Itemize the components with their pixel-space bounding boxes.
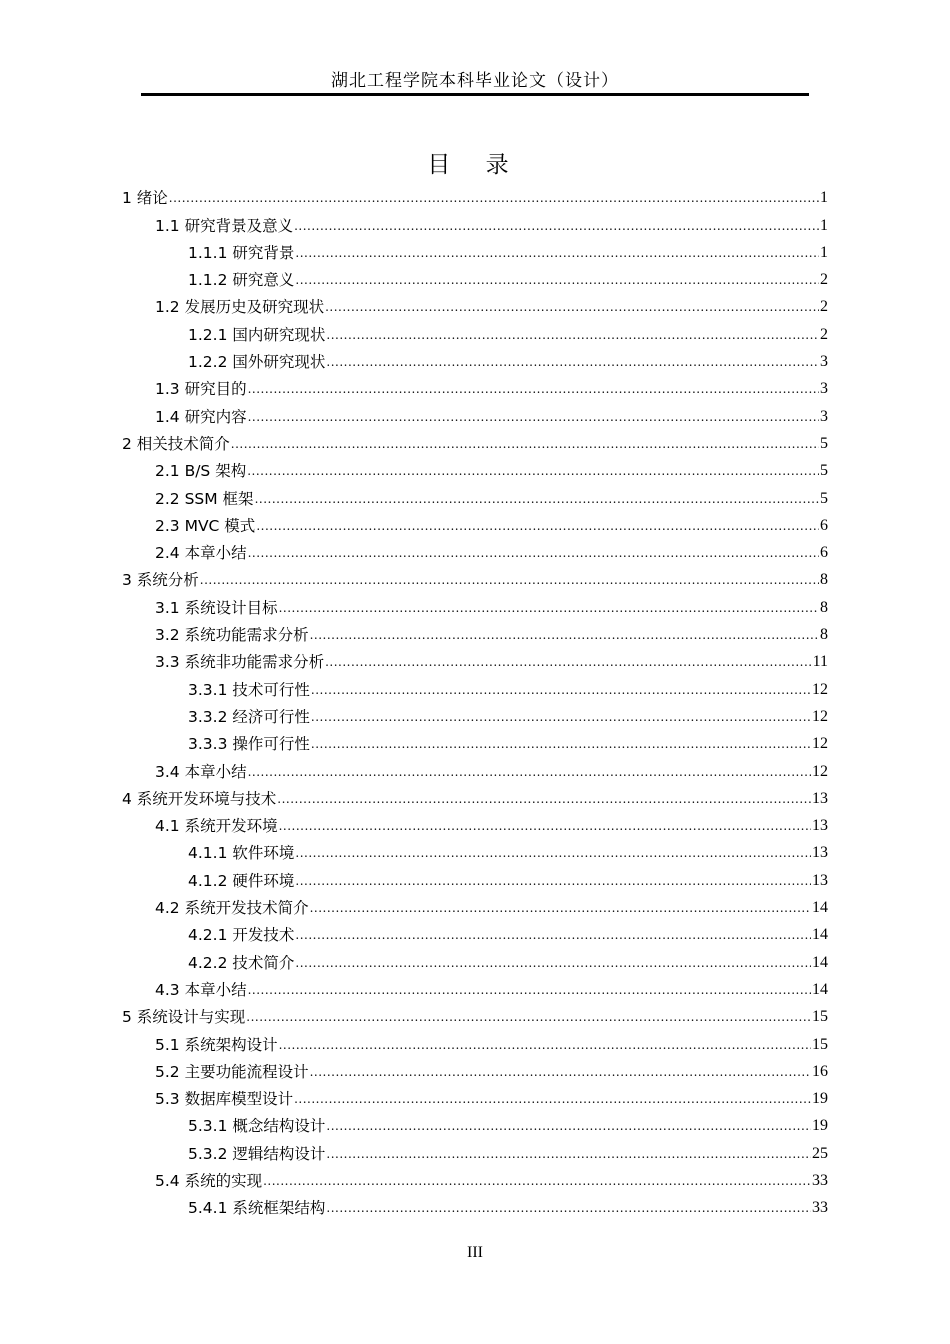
toc-dot-leader	[325, 653, 812, 671]
toc-entry-label: 5.2 主要功能流程设计	[155, 1062, 309, 1081]
toc-dot-leader	[263, 1172, 811, 1190]
toc-entry-page: 5	[820, 489, 828, 507]
toc-entry[interactable]	[122, 808, 828, 835]
toc-dot-leader	[248, 544, 819, 562]
toc-entry-page: 8	[820, 626, 828, 644]
toc-entry-page: 6	[820, 544, 828, 562]
toc-entry-label: 5.3.2 逻辑结构设计	[188, 1144, 326, 1163]
toc-entry[interactable]	[122, 180, 828, 207]
toc-dot-leader	[200, 571, 819, 589]
toc-entry-label: 5 系统设计与实现	[122, 1008, 246, 1027]
toc-entry[interactable]	[122, 480, 828, 507]
toc-entry-label: 4.2.1 开发技术	[188, 926, 295, 945]
toc-entry[interactable]	[122, 262, 828, 289]
toc-entry-page: 33	[812, 1199, 828, 1217]
toc-entry[interactable]	[122, 835, 828, 862]
toc-entry-page: 19	[812, 1090, 828, 1108]
toc-dot-leader	[248, 408, 819, 426]
toc-dot-leader	[279, 1036, 811, 1054]
toc-dot-leader	[310, 626, 819, 644]
toc-entry-label: 2.4 本章小结	[155, 544, 247, 563]
toc-entry-page: 12	[812, 762, 828, 780]
toc-entry[interactable]	[122, 235, 828, 262]
toc-entry[interactable]	[122, 344, 828, 371]
toc-entry-label: 1.2.1 国内研究现状	[188, 325, 326, 344]
toc-entry-label: 4.2.2 技术简介	[188, 953, 295, 972]
toc-title: 目 录	[427, 152, 523, 178]
toc-entry[interactable]	[122, 1135, 828, 1162]
toc-entry[interactable]	[122, 289, 828, 316]
toc-entry-page: 6	[820, 516, 828, 534]
toc-entry[interactable]	[122, 453, 828, 480]
toc-entry[interactable]	[122, 398, 828, 425]
toc-dot-leader	[279, 599, 819, 617]
toc-entry-page: 13	[812, 871, 828, 889]
toc-entry-label: 5.1 系统架构设计	[155, 1035, 278, 1054]
toc-entry[interactable]	[122, 535, 828, 562]
toc-entry[interactable]	[122, 617, 828, 644]
toc-dot-leader	[248, 981, 811, 999]
toc-dot-leader	[248, 763, 811, 781]
toc-entry-page: 14	[812, 926, 828, 944]
toc-entry-page: 11	[812, 653, 828, 671]
toc-dot-leader	[295, 872, 811, 890]
toc-dot-leader	[310, 1063, 811, 1081]
toc-dot-leader	[295, 244, 819, 262]
table-of-contents	[122, 180, 828, 1217]
toc-entry-page: 1	[820, 216, 828, 234]
toc-dot-leader	[169, 189, 819, 207]
toc-entry-label: 4.2 系统开发技术简介	[155, 899, 309, 918]
header-divider	[141, 93, 809, 96]
page-header-title: 湖北工程学院本科毕业论文（设计）	[331, 71, 619, 91]
toc-entry-label: 2.2 SSM 框架	[155, 489, 254, 508]
toc-entry[interactable]	[122, 508, 828, 535]
toc-dot-leader	[326, 353, 819, 371]
toc-entry-label: 3.2 系统功能需求分析	[155, 626, 309, 645]
toc-entry[interactable]	[122, 999, 828, 1026]
toc-entry-page: 3	[820, 353, 828, 371]
toc-entry-page: 2	[820, 271, 828, 289]
toc-entry-label: 1.1 研究背景及意义	[155, 216, 294, 235]
toc-entry-page: 1	[820, 243, 828, 261]
toc-dot-leader	[277, 790, 811, 808]
toc-entry-label: 5.3 数据库模型设计	[155, 1090, 294, 1109]
toc-entry-label: 1.1.2 研究意义	[188, 271, 295, 290]
toc-entry[interactable]	[122, 781, 828, 808]
toc-entry-page: 5	[820, 462, 828, 480]
toc-entry-label: 5.4 系统的实现	[155, 1171, 263, 1190]
toc-entry[interactable]	[122, 1081, 828, 1108]
toc-entry-page: 1	[820, 189, 828, 207]
toc-entry-label: 1.2 发展历史及研究现状	[155, 298, 325, 317]
toc-dot-leader	[247, 462, 819, 480]
toc-entry-label: 1.4 研究内容	[155, 407, 247, 426]
toc-entry[interactable]	[122, 890, 828, 917]
toc-entry[interactable]	[122, 426, 828, 453]
toc-entry-page: 19	[812, 1117, 828, 1135]
toc-dot-leader	[295, 844, 811, 862]
toc-dot-leader	[311, 708, 811, 726]
toc-entry[interactable]	[122, 562, 828, 589]
toc-entry-page: 5	[820, 434, 828, 452]
toc-entry-label: 3.3 系统非功能需求分析	[155, 653, 325, 672]
toc-entry-page: 14	[812, 953, 828, 971]
toc-entry-page: 3	[820, 407, 828, 425]
toc-entry[interactable]	[122, 1190, 828, 1217]
toc-entry[interactable]	[122, 207, 828, 234]
toc-entry-label: 2.1 B/S 架构	[155, 462, 247, 481]
toc-entry-page: 15	[812, 1008, 828, 1026]
toc-entry[interactable]	[122, 917, 828, 944]
toc-entry-page: 13	[812, 789, 828, 807]
toc-entry-page: 12	[812, 707, 828, 725]
toc-entry-label: 3.4 本章小结	[155, 762, 247, 781]
toc-entry-label: 3.3.1 技术可行性	[188, 680, 310, 699]
toc-entry[interactable]	[122, 1108, 828, 1135]
toc-entry-label: 3.3.2 经济可行性	[188, 707, 310, 726]
toc-entry[interactable]	[122, 753, 828, 780]
toc-entry-label: 5.4.1 系统框架结构	[188, 1199, 326, 1218]
toc-entry[interactable]	[122, 644, 828, 671]
toc-entry-label: 3.1 系统设计目标	[155, 598, 278, 617]
toc-entry[interactable]	[122, 699, 828, 726]
toc-dot-leader	[255, 490, 819, 508]
toc-entry-label: 1.3 研究目的	[155, 380, 247, 399]
toc-entry-page: 8	[820, 598, 828, 616]
toc-entry-label: 4.1 系统开发环境	[155, 817, 278, 836]
toc-entry-label: 2 相关技术简介	[122, 434, 230, 453]
toc-entry[interactable]	[122, 972, 828, 999]
toc-dot-leader	[294, 1090, 811, 1108]
toc-entry-label: 3.3.3 操作可行性	[188, 735, 310, 754]
toc-dot-leader	[326, 1199, 811, 1217]
toc-dot-leader	[231, 435, 819, 453]
toc-entry[interactable]	[122, 589, 828, 616]
toc-dot-leader	[279, 817, 811, 835]
toc-entry-label: 4.1.1 软件环境	[188, 844, 295, 863]
toc-entry-page: 12	[812, 735, 828, 753]
toc-dot-leader	[326, 1145, 811, 1163]
page-number: III	[467, 1244, 483, 1261]
toc-dot-leader	[311, 681, 811, 699]
toc-entry[interactable]	[122, 726, 828, 753]
toc-entry-page: 2	[820, 298, 828, 316]
toc-dot-leader	[295, 271, 819, 289]
toc-dot-leader	[294, 217, 819, 235]
toc-dot-leader	[256, 517, 819, 535]
toc-entry[interactable]	[122, 1163, 828, 1190]
toc-entry[interactable]	[122, 371, 828, 398]
toc-entry-label: 4 系统开发环境与技术	[122, 789, 277, 808]
toc-entry-label: 4.1.2 硬件环境	[188, 871, 295, 890]
toc-dot-leader	[248, 380, 819, 398]
toc-dot-leader	[295, 954, 811, 972]
toc-entry-page: 14	[812, 899, 828, 917]
toc-dot-leader	[246, 1008, 811, 1026]
toc-entry[interactable]	[122, 944, 828, 971]
toc-dot-leader	[326, 1117, 811, 1135]
toc-entry-label: 1.1.1 研究背景	[188, 243, 295, 262]
toc-dot-leader	[325, 298, 819, 316]
toc-dot-leader	[295, 926, 811, 944]
toc-entry-page: 12	[812, 680, 828, 698]
toc-entry-page: 13	[812, 817, 828, 835]
toc-entry-label: 4.3 本章小结	[155, 980, 247, 999]
toc-entry-page: 25	[812, 1144, 828, 1162]
toc-entry-label: 5.3.1 概念结构设计	[188, 1117, 326, 1136]
toc-entry-label: 3 系统分析	[122, 571, 199, 590]
toc-entry-page: 14	[812, 980, 828, 998]
toc-entry-page: 13	[812, 844, 828, 862]
toc-entry[interactable]	[122, 671, 828, 698]
toc-entry-page: 3	[820, 380, 828, 398]
toc-entry-page: 16	[812, 1062, 828, 1080]
toc-dot-leader	[311, 735, 811, 753]
toc-entry[interactable]	[122, 316, 828, 343]
toc-dot-leader	[310, 899, 811, 917]
toc-entry-label: 1 绪论	[122, 189, 168, 208]
toc-entry[interactable]	[122, 1054, 828, 1081]
toc-entry-page: 33	[812, 1171, 828, 1189]
toc-dot-leader	[326, 326, 819, 344]
toc-entry-label: 1.2.2 国外研究现状	[188, 353, 326, 372]
toc-entry-page: 2	[820, 325, 828, 343]
toc-entry[interactable]	[122, 1026, 828, 1053]
toc-entry-page: 8	[820, 571, 828, 589]
toc-entry[interactable]	[122, 862, 828, 889]
toc-entry-label: 2.3 MVC 模式	[155, 516, 256, 535]
toc-entry-page: 15	[812, 1035, 828, 1053]
